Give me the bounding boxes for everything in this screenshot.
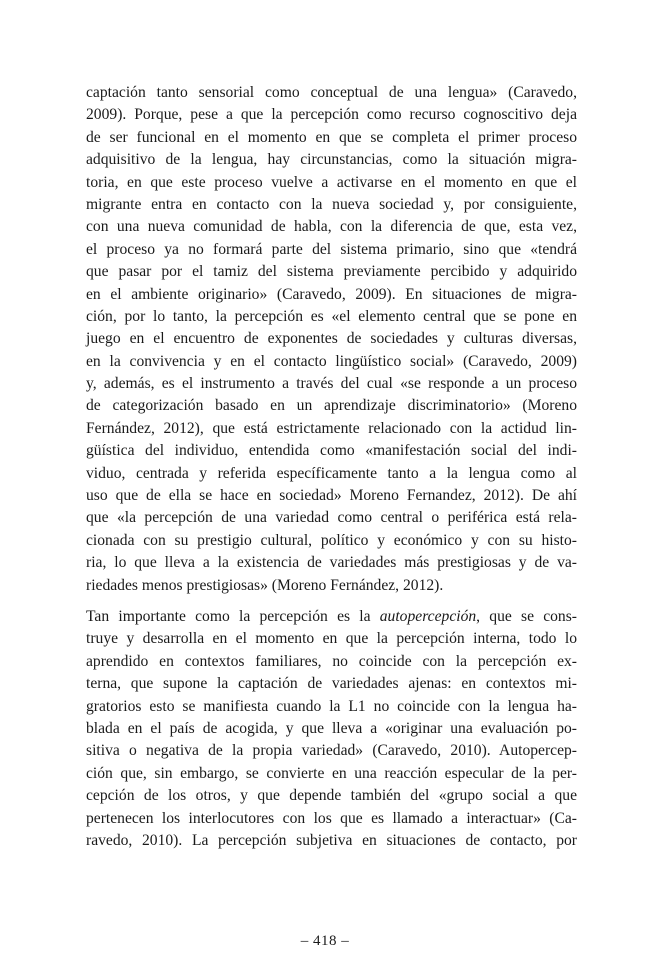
text-line: cepción de los otros, y que depende también del «grupo social a que [86, 787, 577, 805]
text-line: blada en el país de acogida, y que lleva a «originar una evaluación po- [86, 719, 577, 737]
text-line: uso que de ella se hace en sociedad» Moreno Fernandez, 2012). De ahí [86, 487, 577, 505]
text-line: 2009). Porque, pese a que la percepción como recurso cognoscitivo deja [86, 106, 577, 124]
text-line: riedades menos prestigiosas» (Moreno Fernández, 2012). [86, 576, 444, 594]
paragraph-1 [86, 82, 577, 597]
text-line: aprendido en contextos familiares, no coincide con la percepción ex- [86, 652, 577, 670]
text-line: de categorización basado en un aprendizaje discriminatorio» (Moreno [86, 397, 577, 415]
text-line: captación tanto sensorial como conceptual de una lengua» (Caravedo, [86, 84, 577, 101]
text-block [86, 82, 577, 852]
text-line: en el ambiente originario» (Caravedo, 2009). En situaciones de migra- [86, 285, 577, 303]
text-line: en la convivencia y en el contacto lingüístico social» (Caravedo, 2009) [86, 352, 577, 370]
text-line: ción que, sin embargo, se convierte en una reacción especular de la per- [86, 764, 577, 782]
text-line: toria, en que este proceso vuelve a activarse en el momento en que el [86, 173, 577, 191]
text-line: y, además, es el instrumento a través del cual «se responde a un proceso [86, 375, 577, 393]
text-line: con una nueva comunidad de habla, con la diferencia de que, esta vez, [86, 218, 577, 236]
text-line: sitiva o negativa de la propia variedad» (Caravedo, 2010). Autopercep- [86, 742, 577, 760]
text-line: pertenecen los interlocutores con los que es llamado a interactuar» (Ca- [86, 809, 577, 827]
text-line: ravedo, 2010). La percepción subjetiva en situaciones de contacto, por [86, 831, 577, 849]
text-line: que «la percepción de una variedad como central o periférica está rela- [86, 509, 577, 527]
term-autopercepcion: autopercepción [379, 607, 477, 625]
text-line: de ser funcional en el momento en que se completa el primer proceso [86, 128, 577, 146]
text-line: el proceso ya no formará parte del sistema primario, sino que «tendrá [86, 240, 577, 258]
text-line: viduo, centrada y referida específicamente tanto a la lengua como al [86, 464, 577, 482]
paragraph-2-first-line-before: Tan importante como la percepción es la [86, 607, 380, 625]
paragraph-gap [86, 597, 577, 606]
text-line: truye y desarrolla en el momento en que la percepción interna, todo lo [86, 630, 577, 648]
text-line: gratorios esto se manifiesta cuando la L1 no coincide con la lengua ha- [86, 697, 577, 715]
paragraph-2-lines [86, 628, 577, 852]
text-line: Fernández, 2012), que está estrictamente relacionado con la actidud lin- [86, 419, 577, 437]
text-line: terna, que supone la captación de variedades ajenas: en contextos mi- [86, 675, 577, 693]
text-line: adquisitivo de la lengua, hay circunstancias, como la situación migra- [86, 151, 577, 169]
text-line: cionada con su prestigio cultural, político y económico y con su histo- [86, 531, 577, 549]
text-line: güística del individuo, entendida como «manifestación social del indi- [86, 442, 577, 460]
text-line: ria, lo que lleva a la existencia de variedades más prestigiosas y de va- [86, 554, 577, 572]
paragraph-2 [86, 606, 577, 852]
paragraph-2-first-line-after: , que se cons- [476, 607, 577, 625]
text-line: juego en el encuentro de exponentes de sociedades y culturas diversas, [86, 330, 577, 348]
paragraph-2-first-line [86, 606, 577, 628]
page-number: – 418 – [300, 933, 350, 949]
text-line: que pasar por el tamiz del sistema previamente percibido y adquirido [86, 263, 577, 281]
text-line: ción, por lo tanto, la percepción es «el elemento central que se pone en [86, 307, 577, 325]
text-line: migrante entra en contacto con la nueva sociedad y, por consiguiente, [86, 195, 577, 213]
